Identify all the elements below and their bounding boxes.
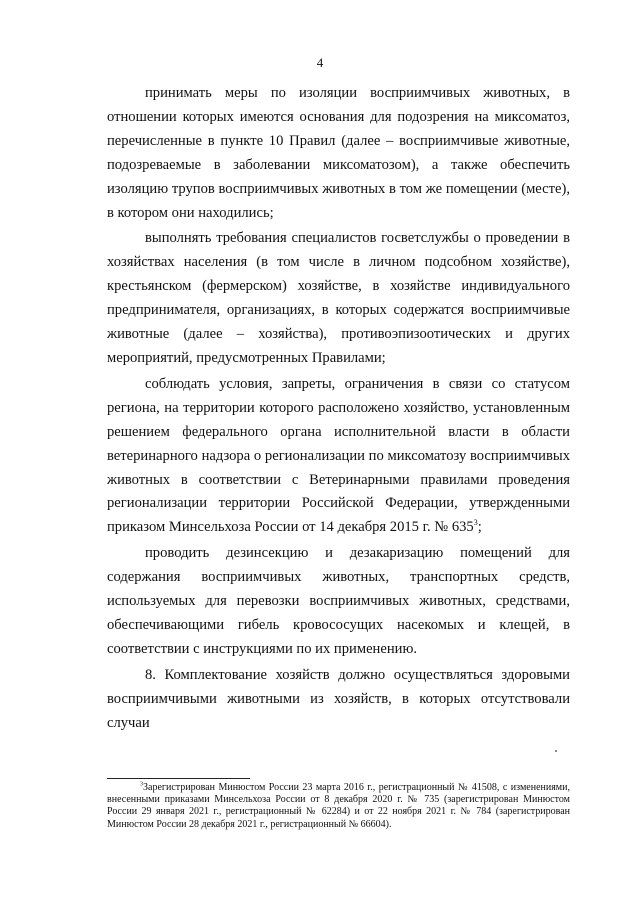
footnote-reference: 3 — [473, 518, 478, 528]
body-text — [107, 82, 570, 735]
footnote-separator — [107, 778, 250, 779]
paragraph: проводить дезинсекцию и дезакаризацию помещений для содержания восприимчивых животных, транспортных средств, используемых для перевозки восприимчивых животных, средствами, обеспечивающими гибель кровососущих насекомых и клещей, в соответствии с инструкциями по их применению. — [107, 545, 570, 657]
paragraph: 8. Комплектование хозяйств должно осуществляться здоровыми восприимчивыми животными из хозяйств, в которых отсутствовали случаи — [107, 666, 570, 731]
paragraph-tail: ; — [477, 519, 482, 536]
footnote — [107, 782, 570, 831]
paragraph: выполнять требования специалистов госветслужбы о проведении в хозяйствах населения (в том числе в личном подсобном хозяйстве), крестьянском (фермерском) хозяйстве, в хозяйстве индивидуального предпринимателя, организациях, в которых содержатся восприимчивые животные (далее – хозяйства), противоэпизоотических и других мероприятий, предусмотренных Правилами; — [107, 230, 570, 366]
scan-speck — [555, 750, 557, 752]
paragraph-text: соблюдать условия, запреты, ограничения в связи со статусом региона, на территории которого расположено хозяйство, установленным решением федерального органа исполнительной власти в области ветеринарного надзора о регионализации по миксоматозу восприимчивых животных в соответствии с Ветеринарными правилами проведения регионализации территории Российской Федерации, утвержденными приказом Минсельхоза России от 14 декабря 2015 г. № 635 — [107, 375, 570, 536]
paragraph — [107, 373, 570, 540]
footnote-text: Зарегистрирован Минюстом России 23 марта 2016 г., регистрационный № 41508, с изменениями, внесенными приказами Минсельхоза России от 8 декабря 2020 г. № 735 (зарегистрирован Минюстом России 29 января 2021 г., регистрационный № 62284) и от 22 ноября 2021 г. № 784 (зарегистрирован Минюстом России 28 декабря 2021 г., регистрационный № 66604). — [107, 782, 570, 830]
footnote-mark: 3 — [140, 781, 143, 788]
paragraph: принимать меры по изоляции восприимчивых животных, в отношении которых имеются основания для подозрения на миксоматоз, перечисленные в пункте 10 Правил (далее – восприимчивые животные, подозреваемые в заболевании миксоматозом), а также обеспечить изоляцию трупов восприимчивых животных в том же помещении (месте), в котором они находились; — [107, 85, 570, 221]
page-number: 4 — [316, 55, 324, 70]
